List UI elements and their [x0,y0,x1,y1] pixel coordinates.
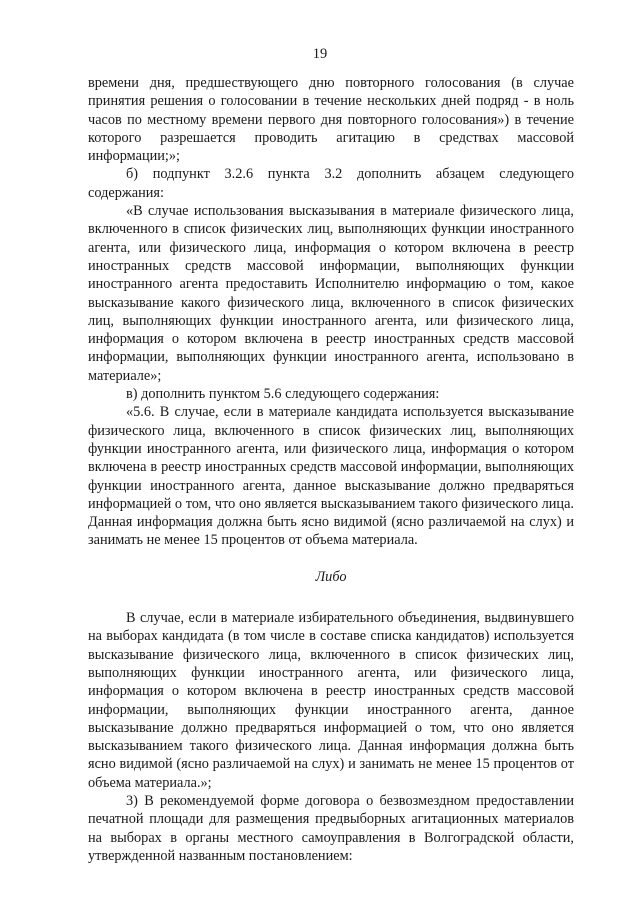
paragraph-alternative: В случае, если в материале избирательного объединения, выдвинувшего на выборах кандидата (в том числе в составе списка кандидатов) используется высказывание физического лица, включенного в список физических лиц, выполняющих функции иностранного агента, или физического лица, информация о котором включена в реестр иностранных средств массовой информации, выполняющих функции иностранного агента, данное высказывание должно предваряться информацией о том, что оно является высказыванием такого физического лица. Данная информация должна быть ясно видимой (ясно различаемой на слух) и занимать не менее 15 процентов от объема материала.»; [88,610,574,791]
paragraph-quote-3-2-6: «В случае использования высказывания в материале физического лица, включенного в список физических лиц, выполняющих функции иностранного агента, или физического лица, информация о котором включена в реестр иностранных средств массовой информации, выполняющих функции иностранного агента предоставить Исполнителю информацию о том, какое высказывание какого физического лица, включенного в список физических лиц, выполняющих функции иностранного агента, или физического лица, информация о котором включена в реестр иностранных средств массовой информации, выполняющих функции иностранного агента, использовано в материале»; [88,203,574,384]
paragraph-subitem-v: в) дополнить пунктом 5.6 следующего содержания: [126,386,440,403]
paragraph-continuation: времени дня, предшествующего дню повторного голосования (в случае принятия решения о голосовании в течение нескольких дней подряд - в ноль часов по местному времени первого дня повторного голосования») в течение которого разрешается проводить агитацию в средствах массовой информации;»; [88,75,574,165]
paragraph-item-3: 3) В рекомендуемой форме договора о безвозмездном предоставлении печатной площади для размещения предвыборных агитационных материалов на выборах в органы местного самоуправления в Волгоградской области, утвержденной названным постановлением: [88,792,574,864]
page-number: 19 [312,46,328,62]
alternative-heading: Либо [315,568,347,585]
paragraph-subitem-b: б) подпункт 3.2.6 пункта 3.2 дополнить абзацем следующего содержания: [88,166,574,201]
paragraph-quote-5-6: «5.6. В случае, если в материале кандидата используется высказывание физического лица, включенного в список физических лиц, выполняющих функции иностранного агента, или физического лица, информация о котором включена в реестр иностранных средств массовой информации, выполняющих функции иностранного агента, данное высказывание должно предваряться информацией о том, что оно является высказыванием такого физического лица. Данная информация должна быть ясно видимой (ясно различаемой на слух) и занимать не менее 15 процентов от объема материала. [88,404,574,549]
document-body [88,74,574,865]
